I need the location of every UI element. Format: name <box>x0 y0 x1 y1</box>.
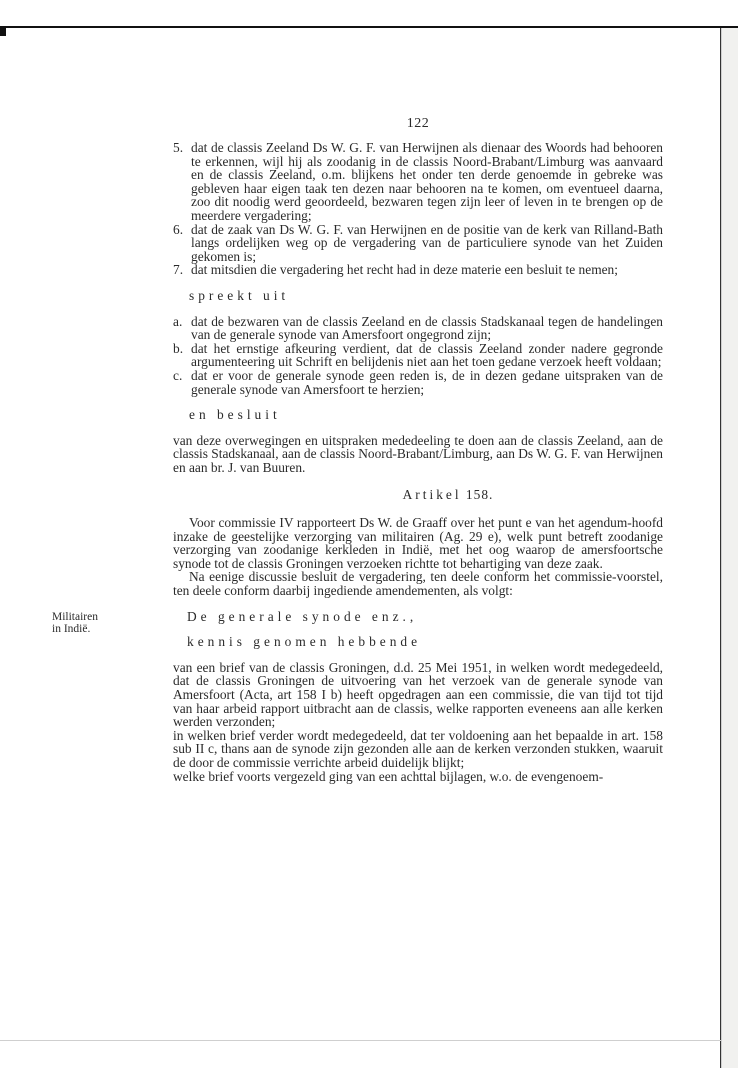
article-paragraph: Na eenige discussie besluit de vergadering, ten deele conform het commissie-voorstel, ten deele conform daarbij ingediende amendementen, als volgt: <box>173 569 663 599</box>
letter-paragraph: welke brief voorts vergezeld ging van een achttal bijlagen, w.o. de evengenoem- <box>173 768 604 784</box>
synode-heading: De generale synode enz., <box>187 608 418 624</box>
decision-item <box>173 369 663 396</box>
page-number: 122 <box>406 116 430 131</box>
decision-item <box>173 342 663 369</box>
article-number: 158. <box>465 487 494 503</box>
item-number: 7. <box>173 262 184 278</box>
spreekt-uit-heading: spreekt uit <box>189 287 290 303</box>
decision-item <box>173 315 663 342</box>
margin-note <box>52 611 98 635</box>
letter-paragraph: in welken brief verder wordt medegedeeld, dat ter voldoening aan het bepaalde in art. 158 sub II c, thans aan de synode zijn gezonden alle aan de kerken verzonden stukken, waaruit de door de commissie verrichte arbeid duidelijk blijkt; <box>173 727 663 770</box>
item-text: dat het ernstige afkeuring verdient, dat de classis Zeeland zonder nadere gegronde argumenteering uit Schrift en belijdenis niet aan het toen gedane verzoek heeft voldaan; <box>191 340 663 370</box>
item-text: dat de classis Zeeland Ds W. G. F. van Herwijnen als dienaar des Woords had behooren te erkennen, wijl hij als zoodanig in de classis Noord-Brabant/Limburg was aanvaard en de classis Zeeland, o.m. blijkens het onder ten derde genoemde in gebreke was gebleven haar eigen taak ten dezen naar behooren na te komen, om eventueel daarna, zoo dit noodig werd geoordeeld, bezwaren tegen zijn leer of leven in te brengen op de meerdere vergadering; <box>191 140 663 223</box>
article-heading <box>173 488 663 502</box>
consideration-item <box>173 141 663 223</box>
item-number: 5. <box>173 140 184 155</box>
margin-note-line1: Militairen <box>52 611 98 623</box>
consideration-item <box>173 263 663 277</box>
article-paragraph: Voor commissie IV rapporteert Ds W. de Graaff over het punt e van het agendum-hoofd inzake de geestelijke verzorging van militairen (Ag. 29 e), welk punt betreft zoodanige verzorging van zoodanige kerkleden in Indië, met het oog waarop de amersfoortsche synode tot de classis Groningen verzoeken richtte tot behartiging van deze zaak. <box>173 515 663 571</box>
scan-top-edge <box>0 26 738 28</box>
article-label: Artikel <box>402 487 462 503</box>
margin-note-line2: in Indië. <box>52 623 91 635</box>
kennis-heading: kennis genomen hebbende <box>187 634 422 650</box>
item-text: dat de zaak van Ds W. G. F. van Herwijnen en de positie van de kerk van Rilland-Bath langs ordelijken weg op de vergadering van de particuliere synode van het Zuiden gekomen is; <box>191 221 663 264</box>
besluit-paragraph: van deze overwegingen en uitspraken mededeeling te doen aan de classis Zeeland, aan de classis Stadskanaal, aan de classis Noord-Brabant/Limburg, aan Ds W. G. F. van Herwijnen en aan br. J. van Buuren. <box>173 432 663 475</box>
item-letter: b. <box>173 340 184 356</box>
item-letter: c. <box>173 367 183 383</box>
letter-paragraph: van een brief van de classis Groningen, d.d. 25 Mei 1951, in welken wordt medegedeeld, dat de classis Groningen de uitvoering van het verzoek van de generale synode van Amersfoort (Acta, art 158 I b) heeft opgedragen aan een commissie, die van tijd tot tijd van haar arbeid rapport uitbracht aan de classis, welke rapporten eveneens aan alle kerken werden verzonden; <box>173 659 663 730</box>
en-besluit-heading: en besluit <box>189 407 281 423</box>
item-number: 6. <box>173 221 184 237</box>
scan-top-margin <box>0 0 738 26</box>
item-text: dat de bezwaren van de classis Zeeland en de classis Stadskanaal tegen de handelingen van de generale synode van Amersfoort ongegrond zijn; <box>191 313 663 343</box>
consideration-item <box>173 223 663 264</box>
scan-bottom-edge <box>0 1040 722 1041</box>
document-body <box>173 141 663 783</box>
scan-corner-mark <box>0 26 6 36</box>
item-text: dat mitsdien die vergadering het recht had in deze materie een besluit te nemen; <box>191 262 618 278</box>
item-text: dat er voor de generale synode geen reden is, de in dezen gedane uitspraken van de generale synode van Amersfoort te herzien; <box>191 367 663 397</box>
item-letter: a. <box>173 313 183 329</box>
scan-right-margin <box>721 28 738 1068</box>
